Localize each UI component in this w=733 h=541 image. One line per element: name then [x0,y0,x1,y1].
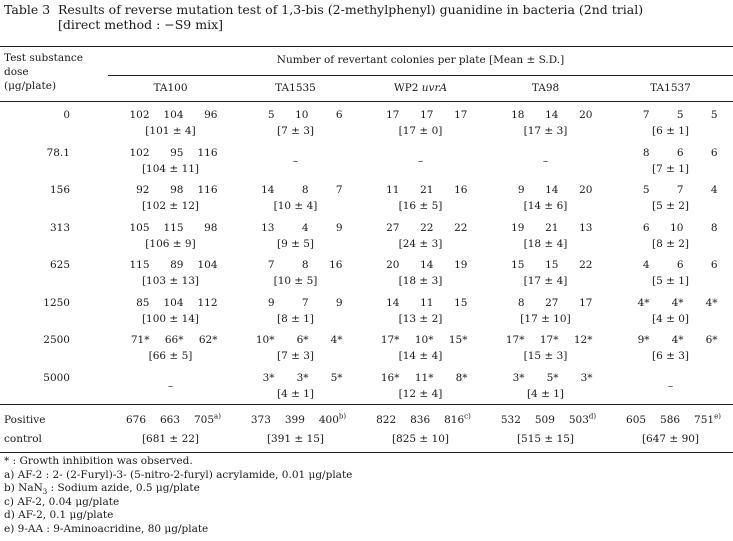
rule-top [0,46,733,47]
colony-count: 4* [671,334,684,346]
colony-count: 13 [261,221,275,234]
strain-header: TA100 [153,82,188,94]
mean-sd: [9 ± 5] [276,237,315,250]
plate-counts [233,183,358,197]
colony-count: 19 [454,259,468,271]
colony-count: 663 [160,414,181,426]
colony-count: 503 [568,414,589,426]
dose-value: 156 [49,184,70,196]
footnote-text: c) AF-2, 0.04 μg/plate [4,495,120,508]
footnote-subscript: 3 [42,488,48,497]
rule-header [0,101,733,102]
colony-count: 96 [204,109,218,121]
plate-counts [608,183,733,197]
colony-count: 3* [512,371,525,384]
colony-count: 4* [705,296,718,309]
footnote [4,469,352,483]
colony-count: 10* [414,334,434,346]
rule-positive [0,404,733,405]
mean-sd: [14 ± 4] [398,350,443,362]
colony-count: 7 [676,184,684,196]
colony-count: 6* [296,334,309,346]
strain-header [358,81,483,95]
colony-count: 98 [204,221,218,234]
colony-count: 22 [420,221,434,234]
no-data-dash: – [417,154,424,167]
positive-mean-sd: [515 ± 15] [516,433,575,445]
colony-count: 399 [284,414,305,426]
plate-counts [358,258,483,272]
colony-count: 6 [676,259,684,271]
mean-sd: [8 ± 2] [651,237,690,250]
dose-header-line: dose [4,66,29,78]
dose-value: 0 [63,109,70,121]
footnote [4,496,119,510]
colony-count: 12* [573,334,593,346]
colony-count: 92 [136,184,150,196]
colony-count: 20 [579,184,593,196]
mean-sd: [4 ± 1] [276,387,315,400]
colony-count: 104 [163,296,184,309]
mean-sd: [104 ± 11] [141,162,200,175]
colony-count: 7 [301,296,309,309]
dose-value: 5000 [43,371,70,384]
mean-sd: [6 ± 3] [651,350,690,362]
footnote-text: b) NaN [4,482,43,495]
dose-value: 2500 [43,334,70,346]
colony-count: 95 [170,146,184,159]
mean-sd: [10 ± 5] [273,275,318,287]
colony-count: 586 [660,414,681,426]
colony-count: 17* [539,334,559,346]
mean-sd: [4 ± 0] [651,312,690,325]
colony-count: 20 [386,259,400,271]
plate-counts [483,333,608,347]
colony-count: 11 [386,184,400,196]
footnote-marker: e) [714,412,721,421]
mean-sd: [13 ± 2] [398,312,443,325]
colony-count: 15 [545,259,559,271]
colony-count: 5* [546,371,559,384]
colony-count: 102 [129,109,150,121]
plate-counts [358,108,483,122]
colony-count: 17 [454,109,468,121]
colony-count: 5 [676,109,684,121]
mean-sd: [7 ± 3] [276,125,315,137]
footnote-text: : Sodium azide, 0.5 μg/plate [47,482,200,495]
colony-count: 89 [170,259,184,271]
colony-count: 4* [671,296,684,309]
colony-count: 105 [129,221,150,234]
mean-sd: [102 ± 12] [141,200,200,212]
footnote-text: e) 9-AA : 9-Aminoacridine, 80 μg/plate [4,523,209,535]
plate-counts [358,221,483,235]
colony-count: 17 [579,296,593,309]
positive-counts [233,413,358,427]
mean-sd: [17 ± 4] [523,275,568,287]
mean-sd: [24 ± 3] [398,237,443,250]
colony-count: 4* [330,334,343,346]
strain-name: WP2 [393,82,422,94]
colony-count: 9 [517,184,525,196]
colony-count: 22 [454,221,468,234]
colony-count: 18 [511,109,525,121]
strain-header: TA1535 [275,82,316,94]
colony-count: 14 [386,296,400,309]
colony-count: 705 [194,414,215,426]
mean-sd: [15 ± 3] [523,350,568,362]
footnote-text: * : Growth inhibition was observed. [4,455,193,467]
colony-count: 6 [710,259,718,271]
plate-counts [108,146,233,160]
footnote-text: d) AF-2, 0.1 μg/plate [4,509,114,522]
plate-counts [608,221,733,235]
dose-header-line: Test substance [4,52,83,64]
colony-count: 85 [136,296,150,309]
colony-count: 11* [414,371,434,384]
plate-counts [483,183,608,197]
mean-sd: [106 ± 9] [145,237,196,250]
colony-count: 7 [335,184,343,196]
plate-counts [233,333,358,347]
colony-count: 400 [318,414,339,426]
colony-count: 5 [642,184,650,196]
colony-count: 822 [376,414,397,426]
mean-sd: [17 ± 0] [398,125,443,137]
colony-count: 9 [335,296,343,309]
colony-count: 6 [335,109,343,121]
colony-count: 4* [637,296,650,309]
colony-count: 7 [267,259,275,271]
plate-counts [608,258,733,272]
plate-counts [483,371,608,385]
mean-sd: [4 ± 1] [526,387,565,400]
colony-count: 13 [579,221,593,234]
dose-value: 313 [49,221,70,234]
group-header: Number of revertant colonies per plate [Mean ± S.D.] [276,54,565,66]
colony-count: 16 [329,259,343,271]
colony-count: 15 [511,259,525,271]
no-data-dash: – [667,379,674,392]
colony-count: 8 [517,296,525,309]
colony-count: 17* [505,334,525,346]
colony-count: 16* [380,371,400,384]
colony-count: 10 [295,109,309,121]
table-number: Table 3 [4,2,51,17]
colony-count: 4 [301,221,309,234]
colony-count: 836 [410,414,431,426]
colony-count: 21 [545,221,559,234]
plate-counts [108,258,233,272]
colony-count: 21 [420,184,434,196]
plate-counts [108,333,233,347]
colony-count: 9 [335,221,343,234]
positive-mean-sd: [825 ± 10] [391,433,450,445]
colony-count: 27 [386,221,400,234]
positive-label: control [4,433,42,445]
colony-count: 115 [129,259,150,271]
colony-count: 373 [250,414,271,426]
mean-sd: [103 ± 13] [141,275,200,287]
mean-sd: [7 ± 1] [651,162,690,175]
colony-count: 14 [261,184,275,196]
no-data-dash: – [167,379,174,392]
mean-sd: [18 ± 3] [398,275,443,287]
colony-count: 509 [534,414,555,426]
footnote-marker: b) [338,412,347,421]
footnote-marker: c) [464,412,471,421]
rule-bottom [0,452,733,453]
mean-sd: [7 ± 3] [276,350,315,362]
colony-count: 10 [670,221,684,234]
plate-counts [608,333,733,347]
colony-count: 14 [545,109,559,121]
mean-sd: [17 ± 3] [523,125,568,137]
plate-counts [358,371,483,385]
plate-counts [608,296,733,310]
colony-count: 15 [454,296,468,309]
colony-count: 16 [454,184,468,196]
colony-count: 20 [579,109,593,121]
colony-count: 8 [642,146,650,159]
positive-counts [358,413,483,427]
colony-count: 98 [170,184,184,196]
plate-counts [608,108,733,122]
colony-count: 5 [710,109,718,121]
colony-count: 17 [420,109,434,121]
colony-count: 104 [197,259,218,271]
title-line-2: [direct method : −S9 mix] [58,17,223,32]
colony-count: 115 [163,221,184,234]
colony-count: 4 [642,259,650,271]
table-title [4,2,643,32]
mean-sd: [6 ± 1] [651,125,690,137]
mean-sd: [5 ± 1] [651,275,690,287]
colony-count: 5 [267,109,275,121]
colony-count: 4 [710,184,718,196]
positive-counts [483,413,608,427]
plate-counts [233,371,358,385]
colony-count: 9 [267,296,275,309]
mean-sd: [17 ± 10] [520,312,571,325]
colony-count: 9* [637,334,650,346]
colony-count: 14 [420,259,434,271]
title-line-1: Results of reverse mutation test of 1,3-bis (2-methylphenyl) guanidine in bacteria (2nd trial) [58,2,644,17]
mean-sd: [10 ± 4] [273,200,318,212]
colony-count: 7 [642,109,650,121]
plate-counts [358,333,483,347]
plate-counts [233,258,358,272]
positive-mean-sd: [647 ± 90] [641,433,700,445]
colony-count: 10* [255,334,275,346]
rule-group [108,75,733,76]
plate-counts [233,221,358,235]
plate-counts [608,146,733,160]
colony-count: 8 [301,259,309,271]
colony-count: 8* [455,371,468,384]
plate-counts [483,221,608,235]
strain-genotype: uvrA [421,82,448,94]
colony-count: 15* [448,334,468,346]
plate-counts [233,296,358,310]
colony-count: 17 [386,109,400,121]
footnote-marker: d) [588,412,597,421]
colony-count: 116 [197,146,218,159]
colony-count: 11 [420,296,434,309]
mean-sd: [5 ± 2] [651,200,690,212]
no-data-dash: – [292,154,299,167]
mean-sd: [66 ± 5] [148,350,193,362]
no-data-dash: – [542,154,549,167]
colony-count: 62* [198,334,218,346]
colony-count: 676 [126,414,147,426]
footnote [4,523,208,537]
footnote-marker: a) [214,412,221,421]
positive-mean-sd: [391 ± 15] [266,433,325,445]
colony-count: 6 [676,146,684,159]
mean-sd: [8 ± 1] [276,312,315,325]
colony-count: 816 [444,414,465,426]
mean-sd: [18 ± 4] [523,237,568,250]
colony-count: 3* [262,371,275,384]
colony-count: 22 [579,259,593,271]
colony-count: 112 [197,296,218,309]
positive-mean-sd: [681 ± 22] [141,433,200,445]
dose-value: 625 [49,259,70,271]
mean-sd: [100 ± 14] [141,312,200,325]
colony-count: 104 [163,109,184,121]
colony-count: 8 [301,184,309,196]
footnote [4,509,113,523]
colony-count: 6* [705,334,718,346]
colony-count: 116 [197,184,218,196]
plate-counts [483,296,608,310]
plate-counts [233,108,358,122]
dose-value: 1250 [43,296,70,309]
mean-sd: [14 ± 6] [523,200,568,212]
mean-sd: [12 ± 4] [398,387,443,400]
plate-counts [108,221,233,235]
colony-count: 102 [129,146,150,159]
colony-count: 3* [580,371,593,384]
colony-count: 71* [130,334,150,346]
positive-counts [108,413,233,427]
colony-count: 8 [710,221,718,234]
plate-counts [108,183,233,197]
dose-value: 78.1 [46,146,70,159]
colony-count: 605 [626,414,647,426]
colony-count: 6 [710,146,718,159]
plate-counts [108,108,233,122]
mean-sd: [101 ± 4] [145,125,196,137]
plate-counts [358,296,483,310]
colony-count: 5* [330,371,343,384]
colony-count: 66* [164,334,184,346]
colony-count: 17* [380,334,400,346]
plate-counts [483,258,608,272]
colony-count: 14 [545,184,559,196]
plate-counts [483,108,608,122]
dose-header-line: (μg/plate) [4,80,57,92]
colony-count: 19 [511,221,525,234]
plate-counts [358,183,483,197]
colony-count: 6 [642,221,650,234]
colony-count: 27 [545,296,559,309]
positive-counts [608,413,733,427]
colony-count: 532 [500,414,521,426]
footnote [4,455,193,469]
strain-header: TA98 [531,82,560,94]
plate-counts [108,296,233,310]
strain-header: TA1537 [650,82,691,94]
colony-count: 3* [296,371,309,384]
mean-sd: [16 ± 5] [398,200,443,212]
footnote-text: a) AF-2 : 2- (2-Furyl)-3- (5-nitro-2-furyl) acrylamide, 0.01 μg/plate [4,468,353,481]
positive-label: Positive [4,414,46,426]
colony-count: 751 [694,414,715,426]
